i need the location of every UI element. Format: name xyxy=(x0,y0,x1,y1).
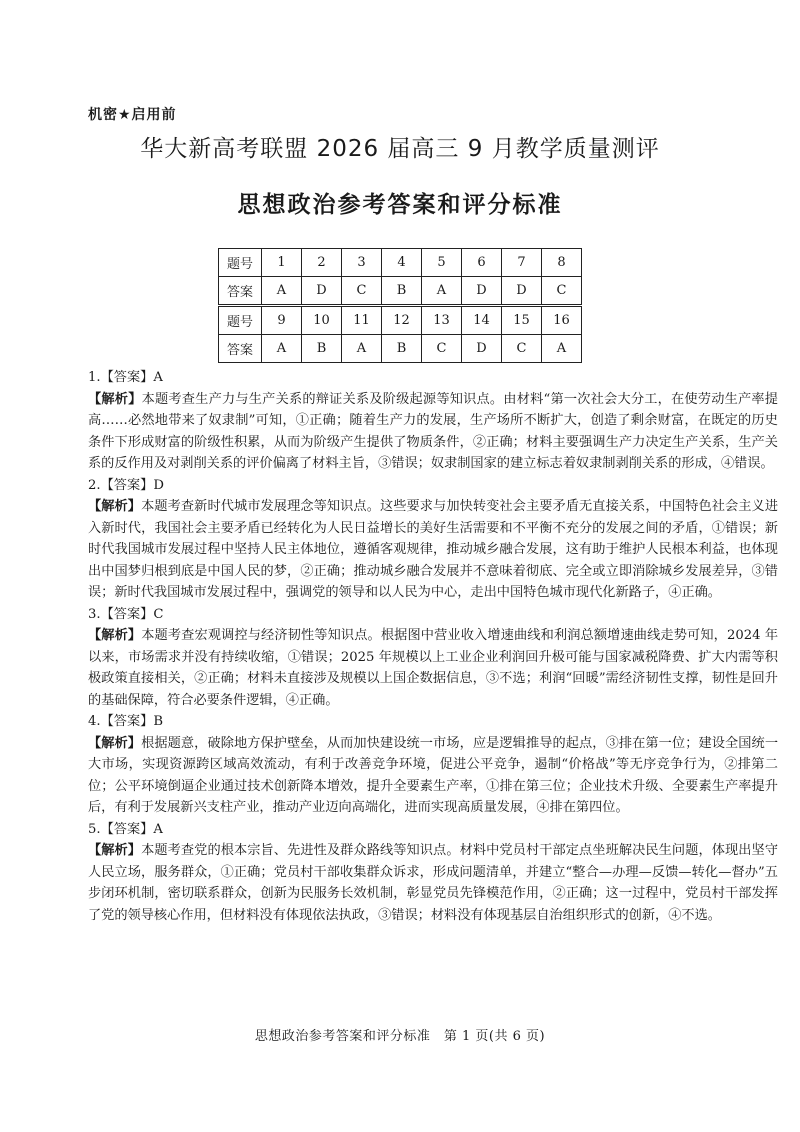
answer-cell: D xyxy=(462,277,502,306)
row-label: 题号 xyxy=(219,306,262,335)
explanation-text: 本题考查宏观调控与经济韧性等知识点。根据图中营业收入增速曲线和利润总额增速曲线走势可知，2024 年以来，市场需求并没有持续收缩，①错误；2025 年规模以上工业企业利润回升极可能与国家减税降费、扩大内需等积极政策直接相关，②正确；材料未直接涉及规模以上国企数据信息，③不选；利润“回暖”需经济韧性支撑，韧性是回升的基础保障，符合必要条件逻辑，④正确。 xyxy=(88,628,779,708)
confidential-label: 机密★启用前 xyxy=(88,107,177,123)
question-number: 12 xyxy=(382,306,422,335)
answer-cell: A xyxy=(262,277,302,306)
question-number: 7 xyxy=(502,249,542,277)
explanation xyxy=(88,389,778,475)
answer-cell: A xyxy=(422,277,462,306)
explanation-text: 本题考查新时代城市发展理念等知识点。这些要求与加快转变社会主要矛盾无直接关系，中国特色社会主义进入新时代，我国社会主要矛盾已经转化为人民日益增长的美好生活需要和不平衡不充分的发展之间的矛盾，①错误；新时代我国城市发展过程中坚持人民主体地位，遵循客观规律，推动城乡融合发展，这有助于维护人民根本利益，也体现出中国梦归根到底是中国人民的梦，②正确；推动城乡融合发展并不意味着彻底、完全或立即消除城乡发展差异，③错误；新时代我国城市发展过程中，强调党的领导和以人民为中心，走出中国特色城市现代化新路子，④正确。 xyxy=(88,499,779,600)
question-number: 14 xyxy=(462,306,502,335)
question-number: 15 xyxy=(502,306,542,335)
question-number-row xyxy=(219,249,582,277)
answer-line: 3.【答案】C xyxy=(88,606,164,622)
row-label: 答案 xyxy=(219,335,262,363)
question-number: 1 xyxy=(262,249,302,277)
question-number: 2 xyxy=(302,249,342,277)
question-block-5 xyxy=(88,819,778,927)
document-subtitle: 思想政治参考答案和评分标准 xyxy=(237,192,563,218)
answer-cell: A xyxy=(342,335,382,363)
answer-cell: B xyxy=(382,335,422,363)
question-number: 10 xyxy=(302,306,342,335)
answer-cell: D xyxy=(462,335,502,363)
explanation-tag: 【解析】 xyxy=(88,499,142,514)
explanation-text: 本题考查生产力与生产关系的辩证关系及阶级起源等知识点。由材料“第一次社会大分工，在使劳动生产率提高……必然地带来了奴隶制”可知，①正确；随着生产力的发展，生产场所不断扩大，创造了剩余财富，在既定的历史条件下形成财富的阶级性积累，从而为阶级产生提供了物质条件，②正确；材料主要强调生产力决定生产关系，生产关系的反作用及对剥削关系的评价偏离了材料主旨，③错误；奴隶制国家的建立标志着奴隶制剥削关系的形成，④错误。 xyxy=(88,391,778,471)
answer-explanations xyxy=(88,367,778,926)
question-block-4 xyxy=(88,711,778,819)
answer-cell: C xyxy=(542,277,582,306)
question-number: 8 xyxy=(542,249,582,277)
question-block-3 xyxy=(88,604,778,712)
answer-line: 5.【答案】A xyxy=(88,821,163,837)
answer-cell: C xyxy=(422,335,462,363)
page-footer: 思想政治参考答案和评分标准 第 1 页(共 6 页) xyxy=(254,1029,546,1044)
answer-row xyxy=(219,335,582,363)
answer-cell: A xyxy=(542,335,582,363)
question-block-1 xyxy=(88,367,778,475)
explanation-tag: 【解析】 xyxy=(88,735,142,751)
answer-line: 2.【答案】D xyxy=(88,477,164,493)
answer-cell: D xyxy=(302,277,342,306)
question-number: 6 xyxy=(462,249,502,277)
question-number: 11 xyxy=(342,306,382,335)
question-number: 3 xyxy=(342,249,382,277)
row-label: 答案 xyxy=(219,277,262,306)
answer-key-table xyxy=(218,248,582,363)
question-number: 4 xyxy=(382,249,422,277)
explanation xyxy=(88,625,778,711)
question-block-2 xyxy=(88,475,778,604)
question-number-row xyxy=(219,306,582,335)
question-number: 5 xyxy=(422,249,462,277)
answer-cell: C xyxy=(502,335,542,363)
explanation xyxy=(88,733,778,819)
question-number: 16 xyxy=(542,306,582,335)
explanation-tag: 【解析】 xyxy=(88,843,142,858)
answer-line: 4.【答案】B xyxy=(88,714,164,729)
answer-row xyxy=(219,277,582,306)
explanation-text: 根据题意，破除地方保护壁垒，从而加快建设统一市场，应是逻辑推导的起点，③排在第一位；建设全国统一大市场，实现资源跨区域高效流动，有利于改善竞争环境，促进公平竞争，遏制“价格战”等无序竞争行为，②排第二位；公平环境倒逼企业通过技术创新降本增效，提升全要素生产率，①排在第三位；企业技术升级、全要素生产率提升后，有利于发展新兴支柱产业，推动产业迈向高端化，进而实现高质量发展，④排在第四位。 xyxy=(88,735,779,815)
row-label: 题号 xyxy=(219,249,262,277)
answer-cell: C xyxy=(342,277,382,306)
explanation xyxy=(88,840,778,926)
answer-cell: D xyxy=(502,277,542,306)
answer-line: 1.【答案】A xyxy=(88,370,163,385)
exam-title: 华大新高考联盟 2026 届高三 9 月教学质量测评 xyxy=(140,136,660,162)
question-number: 9 xyxy=(262,306,302,335)
answer-cell: A xyxy=(262,335,302,363)
answer-cell: B xyxy=(382,277,422,306)
explanation-text: 本题考查党的根本宗旨、先进性及群众路线等知识点。材料中党员村干部定点坐班解决民生问题，体现出坚守人民立场，服务群众，①正确；党员村干部收集群众诉求，形成问题清单，并建立“整合—办理—反馈—转化—督办”五步闭环机制，密切联系群众，创新为民服务长效机制，彰显党员先锋模范作用，②正确；这一过程中，党员村干部发挥了党的领导核心作用，但材料没有体现依法执政，③错误；材料没有体现基层自治组织形式的创新，④不选。 xyxy=(88,843,779,923)
question-number: 13 xyxy=(422,306,462,335)
explanation-tag: 【解析】 xyxy=(88,391,142,407)
explanation xyxy=(88,496,778,604)
answer-cell: B xyxy=(302,335,342,363)
explanation-tag: 【解析】 xyxy=(88,628,142,643)
